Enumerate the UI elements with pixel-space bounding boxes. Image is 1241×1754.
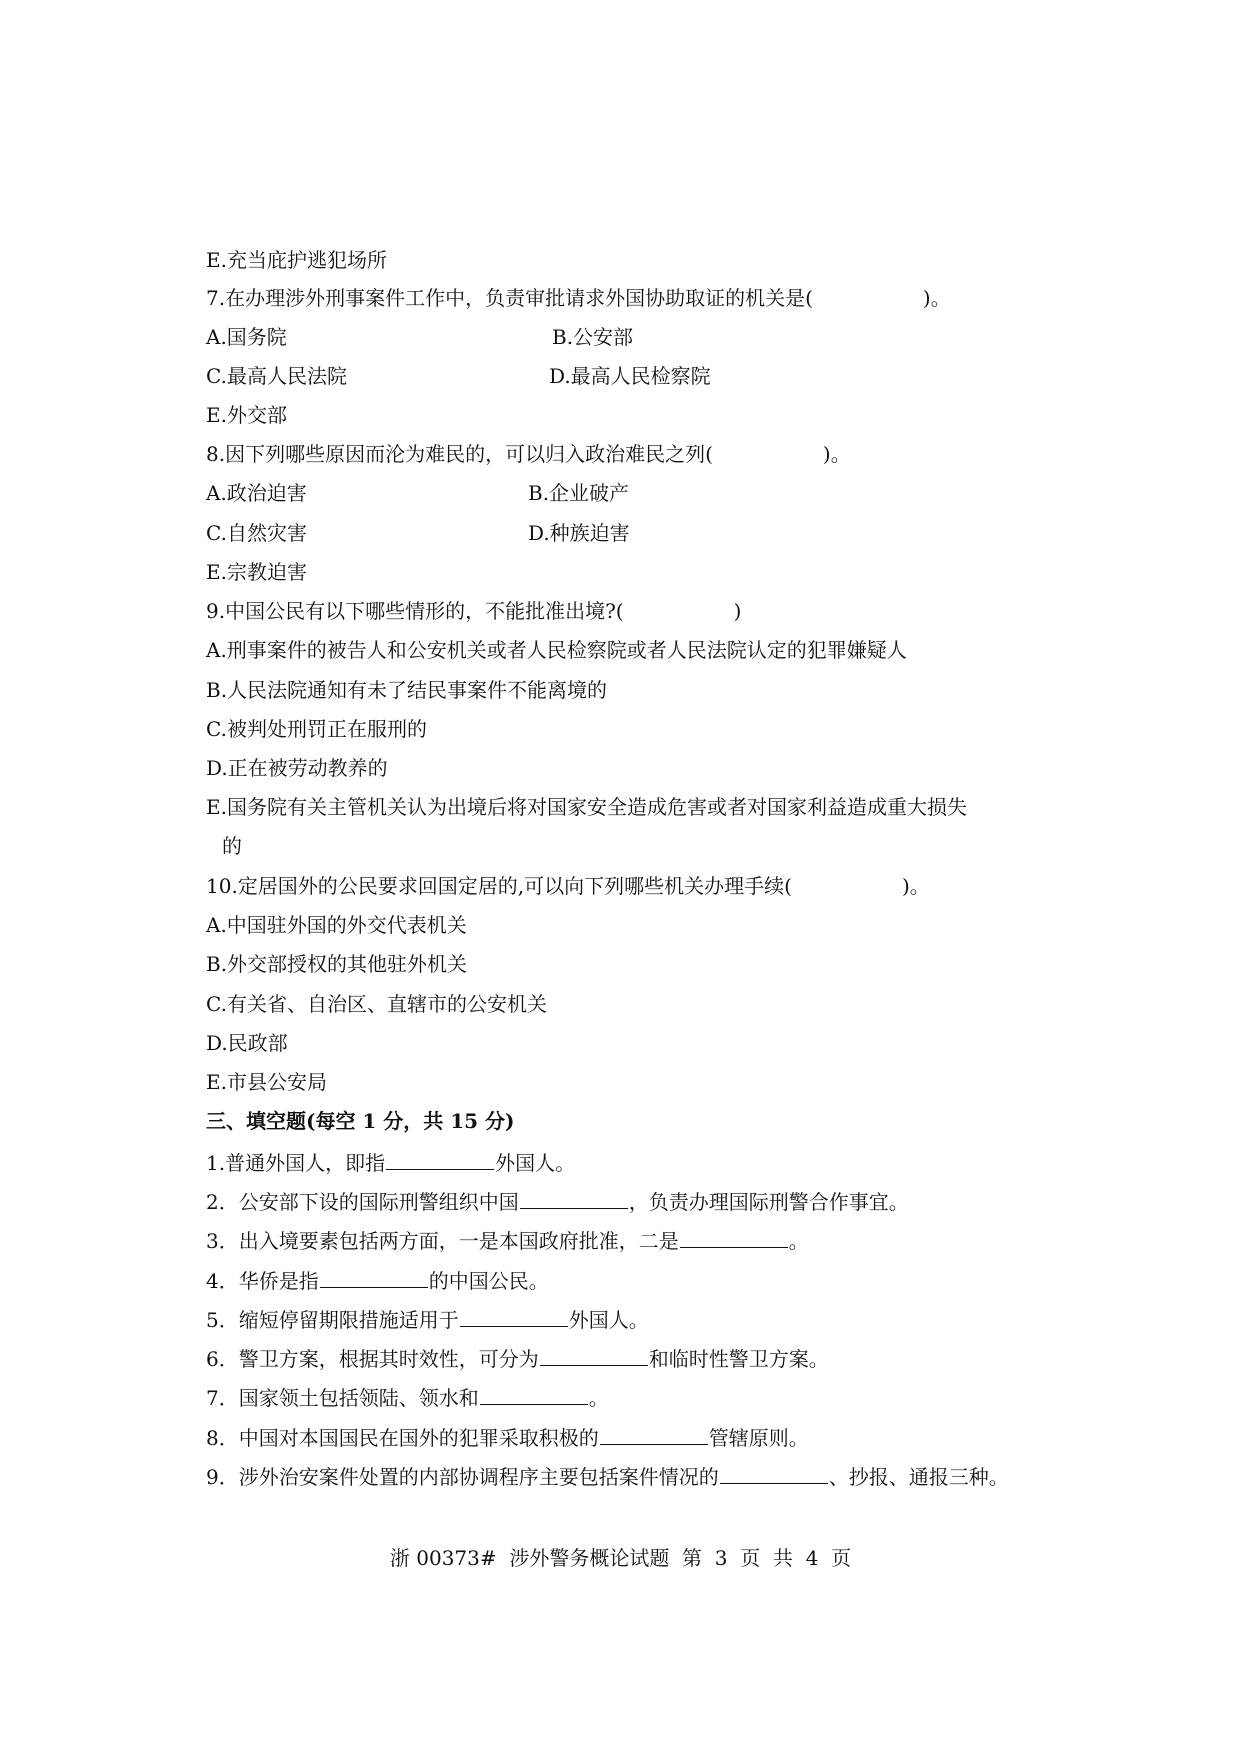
q8-options-cd bbox=[206, 519, 630, 547]
q7-option-a: A.国务院 bbox=[206, 325, 287, 349]
q8-option-b: B.企业破产 bbox=[528, 481, 630, 505]
q8-option-d: D.种族迫害 bbox=[528, 521, 630, 545]
q7-option-c: C.最高人民法院 bbox=[206, 364, 347, 388]
fill-question-4: 4．华侨是指 的中国公民。 bbox=[206, 1265, 549, 1295]
q9-option-e: E.国务院有关主管机关认为出境后将对国家安全造成危害或者对国家利益造成重大损失 bbox=[206, 795, 967, 819]
page-footer: 浙 00373# 涉外警务概论试题 第 3 页 共 4 页 bbox=[389, 1546, 852, 1570]
q7-option-e: E.外交部 bbox=[206, 403, 287, 427]
fill-question-9: 9．涉外治安案件处置的内部协调程序主要包括案件情况的 、抄报、通报三种。 bbox=[206, 1461, 1009, 1491]
fill-question-2: 2．公安部下设的国际刑警组织中国 ，负责办理国际刑警合作事宜。 bbox=[206, 1186, 909, 1216]
q8-option-e: E.宗教迫害 bbox=[206, 560, 307, 584]
q10-option-a: A.中国驻外国的外交代表机关 bbox=[206, 913, 467, 937]
section-heading-fill-in: 三、填空题(每空 1 分，共 15 分) bbox=[206, 1109, 515, 1133]
question-9: 9.中国公民有以下哪些情形的，不能批准出境?( ) bbox=[206, 599, 742, 623]
q9-option-a: A.刑事案件的被告人和公安机关或者人民检察院或者人民法院认定的犯罪嫌疑人 bbox=[206, 638, 907, 662]
q8-option-a: A.政治迫害 bbox=[206, 481, 307, 505]
q9-option-d: D.正在被劳动教养的 bbox=[206, 756, 388, 780]
q10-option-b: B.外交部授权的其他驻外机关 bbox=[206, 952, 468, 976]
fill-question-1: 1.普通外国人，即指 外国人。 bbox=[206, 1147, 575, 1177]
question-10: 10.定居国外的公民要求回国定居的,可以向下列哪些机关办理手续( )。 bbox=[206, 874, 930, 898]
q7-options-ab bbox=[206, 323, 633, 351]
q7-options-cd bbox=[206, 362, 711, 390]
answer-blank[interactable] bbox=[460, 1304, 568, 1327]
fill-question-3: 3．出入境要素包括两方面，一是本国政府批准，二是 。 bbox=[206, 1225, 809, 1255]
q7-option-d: D.最高人民检察院 bbox=[549, 364, 711, 388]
q10-option-d: D.民政部 bbox=[206, 1031, 288, 1055]
fill-question-7: 7．国家领土包括领陆、领水和 。 bbox=[206, 1382, 609, 1412]
answer-blank[interactable] bbox=[680, 1225, 788, 1248]
q10-option-c: C.有关省、自治区、直辖市的公安机关 bbox=[206, 992, 547, 1016]
q10-option-e: E.市县公安局 bbox=[206, 1070, 327, 1094]
answer-blank[interactable] bbox=[600, 1422, 708, 1445]
answer-blank[interactable] bbox=[540, 1343, 648, 1366]
q9-option-e-continued: 的 bbox=[222, 834, 242, 858]
fill-question-6: 6．警卫方案，根据其时效性，可分为 和临时性警卫方案。 bbox=[206, 1343, 829, 1373]
answer-blank[interactable] bbox=[480, 1382, 588, 1405]
q7-option-b: B.公安部 bbox=[552, 325, 634, 349]
question-7: 7.在办理涉外刑事案件工作中，负责审批请求外国协助取证的机关是( )。 bbox=[206, 286, 951, 310]
fill-question-5: 5．缩短停留期限措施适用于 外国人。 bbox=[206, 1304, 649, 1334]
answer-blank[interactable] bbox=[320, 1265, 428, 1288]
question-8: 8.因下列哪些原因而沦为难民的，可以归入政治难民之列( )。 bbox=[206, 442, 851, 466]
q8-options-ab bbox=[206, 479, 629, 507]
q8-option-c: C.自然灾害 bbox=[206, 521, 307, 545]
answer-blank[interactable] bbox=[386, 1147, 494, 1170]
fill-question-8: 8．中国对本国国民在国外的犯罪采取积极的 管辖原则。 bbox=[206, 1422, 809, 1452]
answer-blank[interactable] bbox=[520, 1186, 628, 1209]
answer-blank[interactable] bbox=[720, 1461, 828, 1484]
q9-option-b: B.人民法院通知有未了结民事案件不能离境的 bbox=[206, 678, 608, 702]
q6-option-e: E.充当庇护逃犯场所 bbox=[206, 248, 387, 272]
q9-option-c: C.被判处刑罚正在服刑的 bbox=[206, 717, 427, 741]
